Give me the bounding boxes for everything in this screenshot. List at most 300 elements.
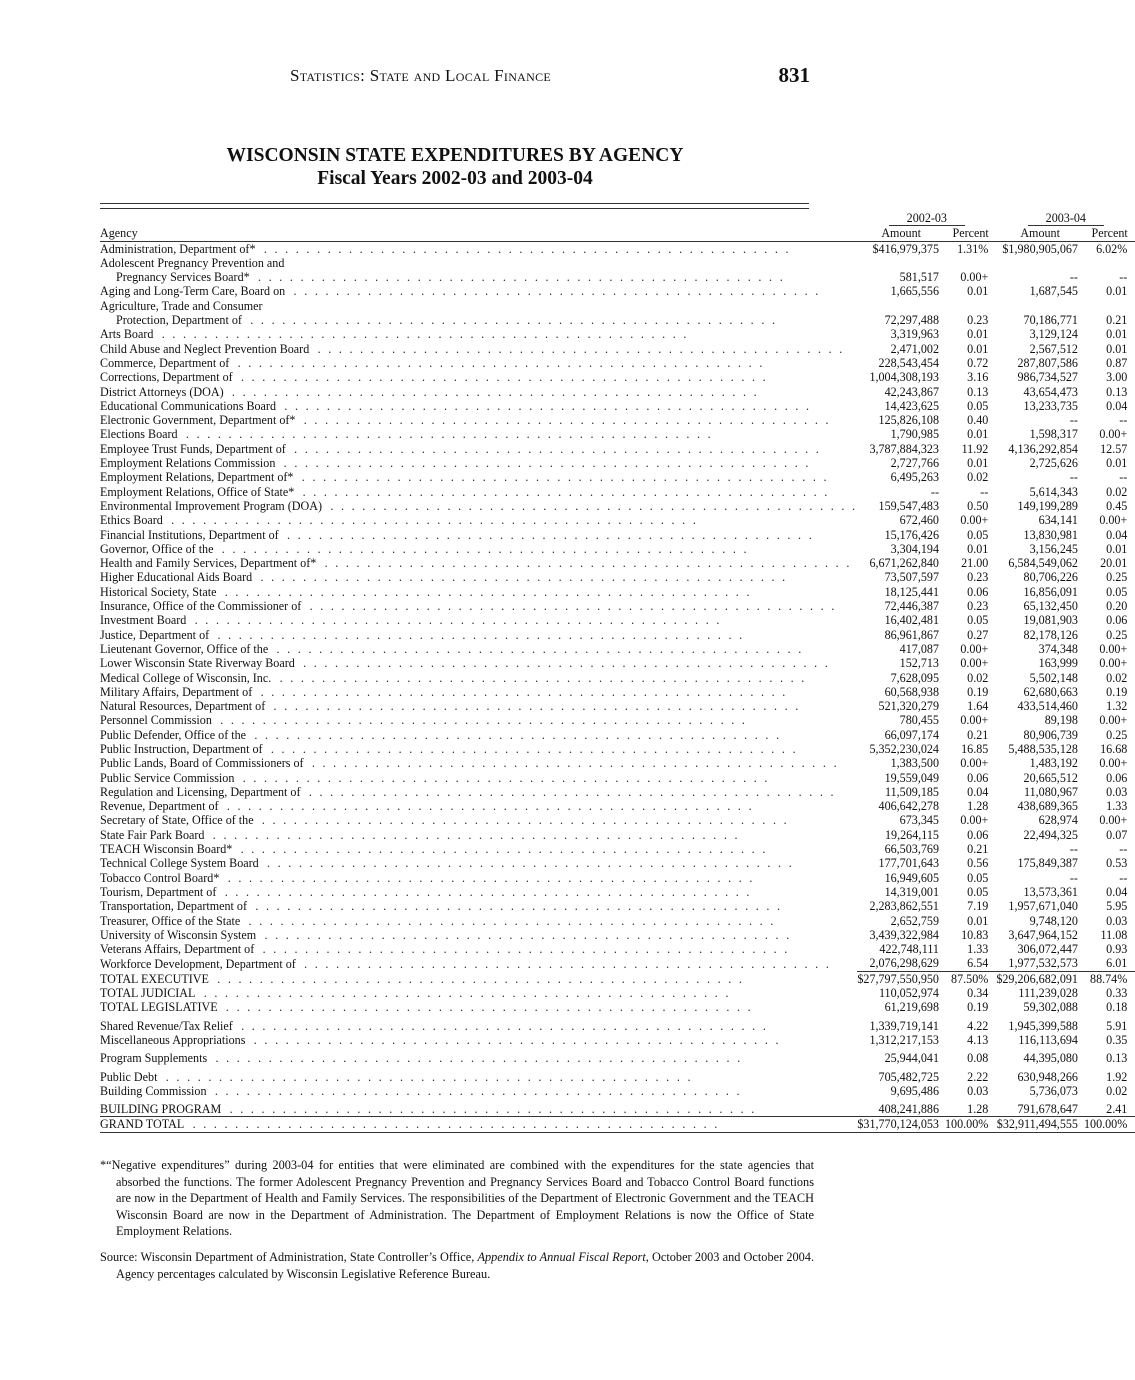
agency-cell: Natural Resources, Department of . . . . . . . . . . . . . . . . . . . . . . . . . . . . . . . . . . . . . . . . . . . . . . . . . . (100, 699, 801, 714)
percent-2002-03: 1.31% (957, 241, 989, 256)
agency-cell: Lieutenant Governor, Office of the . . . . . . . . . . . . . . . . . . . . . . . . . . . . . . . . . . . . . . . . . . . . . . . . . . (100, 641, 804, 656)
table-row (100, 813, 1135, 827)
agency-cell: Employment Relations, Office of State* . . . . . . . . . . . . . . . . . . . . . . . . . . . . . . . . . . . . . . . . . . . . . . . . . . (100, 484, 830, 499)
percent-2002-03: -- (980, 484, 989, 499)
table-row (100, 728, 1135, 742)
percent-2003-04: 0.00+ (1099, 756, 1128, 771)
amount-2003-04: 3,156,245 (1029, 541, 1078, 556)
percent-2002-03: 21.00 (961, 556, 989, 571)
amount-2002-03: 417,087 (899, 641, 939, 656)
amount-2003-04: 82,178,126 (1023, 627, 1078, 642)
percent-2003-04: -- (1119, 842, 1128, 857)
amount-2003-04: 22,494,325 (1023, 827, 1078, 842)
amount-2002-03: 110,052,974 (878, 986, 939, 1001)
agency-cell: TEACH Wisconsin Board* . . . . . . . . . . . . . . . . . . . . . . . . . . . . . . . . . . . . . . . . . . . . . . . . . . (100, 842, 768, 857)
percent-2002-03: 0.06 (967, 770, 989, 785)
percent-2002-03 (945, 299, 996, 313)
percent-2003-04: 0.02 (1106, 670, 1128, 685)
agency-cell: Pregnancy Services Board* . . . . . . . . . . . . . . . . . . . . . . . . . . . . . . . . . . . . . . . . . . . . . . . . . . (116, 270, 786, 285)
year-header-1: 2002-03 (857, 211, 996, 226)
source-title: Appendix to Annual Fiscal Report (477, 1249, 646, 1264)
percent-2003-04 (1084, 299, 1135, 313)
amount-2003-04: 6,584,549,062 (1008, 556, 1078, 571)
percent-2003-04 (1084, 256, 1135, 270)
amount-2003-04: 163,999 (1038, 656, 1078, 671)
amount-2003-04: 116,113,694 (1018, 1032, 1078, 1047)
agency-cell: Investment Board . . . . . . . . . . . . . . . . . . . . . . . . . . . . . . . . . . . . . . . . . . . . . . . . . . (100, 613, 722, 628)
amount-2003-04: 1,957,671,040 (1008, 899, 1078, 914)
agency-cell: Electronic Government, Department of* . . . . . . . . . . . . . . . . . . . . . . . . . . . . . . . . . . . . . . . . . . . . . . . . . . (100, 413, 831, 428)
amount-2003-04: 149,199,289 (1017, 498, 1078, 513)
percent-2003-04: 0.20 (1106, 599, 1128, 614)
amount-2002-03: 2,471,002 (890, 341, 939, 356)
table-row (100, 585, 1135, 599)
amount-2003-04: 62,680,663 (1023, 684, 1078, 699)
amount-2003-04: $32,911,494,555 (996, 1117, 1084, 1132)
agency-cell: Adolescent Pregnancy Prevention and (100, 256, 857, 270)
amount-2002-03: 581,517 (899, 270, 939, 285)
table-row (100, 485, 1135, 499)
percent-2002-03: 0.50 (967, 498, 989, 513)
agency-cell: Elections Board . . . . . . . . . . . . . . . . . . . . . . . . . . . . . . . . . . . . . . . . . . . . . . . . . . (100, 427, 713, 442)
table-row (100, 284, 1135, 298)
percent-2003-04: 0.02 (1106, 484, 1128, 499)
percent-2002-03: 100.00% (945, 1117, 996, 1132)
agency-cell: TOTAL JUDICIAL . . . . . . . . . . . . . . . . . . . . . . . . . . . . . . . . . . . . . . . . . . . . . . . . . . (100, 986, 731, 1001)
percent-2003-04: 0.93 (1106, 942, 1128, 957)
amount-2002-03: 42,243,867 (884, 384, 939, 399)
table-row (100, 1084, 1135, 1098)
percent-2002-03: 0.02 (967, 670, 989, 685)
source-note: Source: Wisconsin Department of Administration, State Controller’s Office, Appendix to Annual Fiscal Report, October 2003 and October 2004. Agency percentages calculated by Wisconsin Legislative Reference Bureau. (100, 1249, 815, 1281)
amount-2002-03: 1,312,217,153 (869, 1032, 939, 1047)
title-line-1: WISCONSIN STATE EXPENDITURES BY AGENCY (226, 145, 684, 166)
amount-2003-04: 5,502,148 (1029, 670, 1078, 685)
percent-2002-03: 0.01 (967, 327, 989, 342)
amount-2003-04: 175,849,387 (1017, 856, 1078, 871)
agency-cell: Employee Trust Funds, Department of . . . . . . . . . . . . . . . . . . . . . . . . . . . . . . . . . . . . . . . . . . . . . . . . . . (100, 441, 822, 456)
amount-2003-04: 5,614,343 (1029, 484, 1078, 499)
percent-2002-03: 0.05 (967, 527, 989, 542)
percent-2002-03: 0.23 (967, 313, 989, 328)
percent-2003-04: 5.91 (1106, 1018, 1128, 1033)
amount-2003-04: 1,598,317 (1029, 427, 1078, 442)
agency-cell: District Attorneys (DOA) . . . . . . . . . . . . . . . . . . . . . . . . . . . . . . . . . . . . . . . . . . . . . . . . . . (100, 384, 759, 399)
amount-2002-03: $416,979,375 (872, 241, 939, 256)
table-row (100, 799, 1135, 813)
table-row (100, 270, 1135, 284)
percent-2003-04: -- (1119, 270, 1128, 285)
table-row (100, 542, 1135, 556)
agency-cell: BUILDING PROGRAM . . . . . . . . . . . . . . . . . . . . . . . . . . . . . . . . . . . . . . . . . . . . . . . . . . (100, 1102, 757, 1117)
percent-2003-04: -- (1119, 470, 1128, 485)
table-row (100, 1066, 1135, 1084)
percent-2002-03: 0.21 (967, 842, 989, 857)
amount-2003-04: 634,141 (1038, 513, 1078, 528)
percent-2003-04: 0.19 (1106, 684, 1128, 699)
table-row (100, 986, 1135, 1000)
agency-cell: Commerce, Department of . . . . . . . . . . . . . . . . . . . . . . . . . . . . . . . . . . . . . . . . . . . . . . . . . . (100, 355, 765, 370)
percent-2003-04: 100.00% (1084, 1117, 1135, 1132)
table-row (100, 570, 1135, 584)
amount-2002-03: 177,701,643 (878, 856, 939, 871)
percent-2002-03: 0.06 (967, 827, 989, 842)
percent-2002-03: 4.13 (967, 1032, 989, 1047)
amount-2003-04: 9,748,120 (1029, 913, 1078, 928)
percent-2002-03: 4.22 (967, 1018, 989, 1033)
table-row (100, 785, 1135, 799)
agency-cell: Veterans Affairs, Department of . . . . . . . . . . . . . . . . . . . . . . . . . . . . . . . . . . . . . . . . . . . . . . . . . . (100, 942, 790, 957)
amount-2002-03: 672,460 (899, 513, 939, 528)
percent-2002-03: 0.00+ (960, 756, 989, 771)
table-row (100, 1047, 1135, 1065)
agency-cell: Public Defender, Office of the . . . . . . . . . . . . . . . . . . . . . . . . . . . . . . . . . . . . . . . . . . . . . . . . . . (100, 727, 782, 742)
amount-2002-03 (857, 256, 945, 270)
column-header-row (100, 226, 1135, 241)
amount-2003-04: 1,483,192 (1029, 756, 1078, 771)
percent-2002-03: 0.19 (967, 684, 989, 699)
amount-2003-04: 4,136,292,854 (1008, 441, 1078, 456)
amount-2002-03: 705,482,725 (878, 1069, 939, 1084)
percent-2003-04: 0.03 (1106, 784, 1128, 799)
percent-2003-04: 0.01 (1106, 327, 1128, 342)
amount-2003-04: 628,974 (1038, 813, 1078, 828)
amount-2002-03: 228,543,454 (878, 355, 939, 370)
table-row (100, 928, 1135, 942)
amount-2003-04: 16,856,091 (1023, 584, 1078, 599)
percent-2002-03: 0.00+ (960, 270, 989, 285)
table-row (100, 1098, 1135, 1117)
table-row (100, 771, 1135, 785)
amount-2002-03: 2,076,298,629 (857, 956, 945, 971)
agency-cell: Employment Relations Commission . . . . . . . . . . . . . . . . . . . . . . . . . . . . . . . . . . . . . . . . . . . . . . . . . . (100, 456, 811, 471)
percent-2002-03: 0.05 (967, 398, 989, 413)
percent-2002-03: 0.13 (967, 384, 989, 399)
agency-cell: Revenue, Department of . . . . . . . . . . . . . . . . . . . . . . . . . . . . . . . . . . . . . . . . . . . . . . . . . . (100, 799, 754, 814)
table-row (100, 842, 1135, 856)
table-row (100, 899, 1135, 913)
table-row (100, 914, 1135, 928)
percent-2003-04: 0.00+ (1099, 427, 1128, 442)
table-row (100, 499, 1135, 513)
percent-2003-04: 0.06 (1106, 770, 1128, 785)
agency-cell: Health and Family Services, Department of* . . . . . . . . . . . . . . . . . . . . . . . . . . . . . . . . . . . . . . . . . . . . . . . . . . (100, 556, 852, 571)
percent-2002-03: 0.03 (967, 1083, 989, 1098)
col-header-agency: Agency (100, 226, 857, 241)
table-row (100, 971, 1135, 986)
percent-2002-03: 10.83 (961, 927, 989, 942)
amount-2002-03: 7,628,095 (890, 670, 939, 685)
percent-2003-04: 20.01 (1100, 556, 1128, 571)
percent-2002-03: 0.08 (967, 1051, 989, 1066)
amount-2002-03: -- (930, 484, 939, 499)
amount-2002-03: 6,495,263 (890, 470, 939, 485)
amount-2002-03: 73,507,597 (884, 570, 939, 585)
percent-2002-03: 0.05 (967, 884, 989, 899)
percent-2003-04: 0.33 (1106, 986, 1128, 1001)
percent-2002-03: 0.01 (967, 341, 989, 356)
percent-2003-04: 0.13 (1106, 384, 1128, 399)
table-row (100, 656, 1135, 670)
amount-2002-03: 19,264,115 (885, 827, 939, 842)
table-row (100, 942, 1135, 956)
percent-2003-04: 0.53 (1106, 856, 1128, 871)
table-body (100, 241, 1135, 1132)
table-row (100, 370, 1135, 384)
percent-2003-04: 0.00+ (1099, 713, 1128, 728)
amount-2003-04: 11,080,967 (1023, 784, 1078, 799)
percent-2002-03: 1.28 (967, 799, 989, 814)
agency-cell: Public Service Commission . . . . . . . . . . . . . . . . . . . . . . . . . . . . . . . . . . . . . . . . . . . . . . . . . . (100, 770, 770, 785)
agency-cell: Educational Communications Board . . . . . . . . . . . . . . . . . . . . . . . . . . . . . . . . . . . . . . . . . . . . . . . . . . (100, 398, 812, 413)
percent-2002-03 (945, 256, 996, 270)
percent-2002-03: 0.04 (967, 784, 989, 799)
percent-2003-04: 0.06 (1106, 613, 1128, 628)
agency-cell: Historical Society, State . . . . . . . . . . . . . . . . . . . . . . . . . . . . . . . . . . . . . . . . . . . . . . . . . . (100, 584, 752, 599)
percent-2002-03: 2.22 (967, 1069, 989, 1084)
agency-cell: Program Supplements . . . . . . . . . . . . . . . . . . . . . . . . . . . . . . . . . . . . . . . . . . . . . . . . . . (100, 1051, 743, 1066)
percent-2002-03: 0.21 (967, 727, 989, 742)
amount-2003-04: 13,233,735 (1023, 398, 1078, 413)
percent-2002-03: 0.27 (967, 627, 989, 642)
amount-2002-03: 2,652,759 (890, 913, 939, 928)
year-header-2: 2003-04 (996, 211, 1135, 226)
amount-2002-03: 408,241,886 (878, 1102, 939, 1117)
percent-2003-04: 0.25 (1106, 727, 1128, 742)
amount-2003-04: 13,830,981 (1023, 527, 1078, 542)
amount-2002-03: 15,176,426 (884, 527, 939, 542)
percent-2002-03: 11.92 (961, 441, 989, 456)
percent-2002-03: 0.56 (967, 856, 989, 871)
percent-2003-04: 0.13 (1106, 1051, 1128, 1066)
table-row (100, 613, 1135, 627)
agency-cell: State Fair Park Board . . . . . . . . . . . . . . . . . . . . . . . . . . . . . . . . . . . . . . . . . . . . . . . . . . (100, 827, 740, 842)
percent-2002-03: 1.64 (967, 699, 989, 714)
col-header-amount-1: Amount (857, 226, 945, 241)
percent-2003-04: 0.04 (1106, 884, 1128, 899)
amount-2003-04: 630,948,266 (1017, 1069, 1078, 1084)
table-row (100, 356, 1135, 370)
percent-2002-03: 0.34 (967, 986, 989, 1001)
percent-2003-04: 0.02 (1106, 1083, 1128, 1098)
percent-2002-03: 3.16 (967, 370, 989, 385)
percent-2002-03: 0.01 (967, 456, 989, 471)
percent-2002-03: 0.40 (967, 413, 989, 428)
amount-2002-03: 1,004,308,193 (869, 370, 939, 385)
percent-2003-04: 0.01 (1106, 541, 1128, 556)
agency-cell: Aging and Long-Term Care, Board on . . . . . . . . . . . . . . . . . . . . . . . . . . . . . . . . . . . . . . . . . . . . . . . . . . (100, 284, 821, 299)
amount-2002-03: 406,642,278 (878, 799, 939, 814)
footnote: *“Negative expenditures” during 2003-04 for entities that were eliminated are combined with the expenditures for the state agencies that absorbed the functions. The former Adolescent Pregnancy Prevention and Pregnancy Services Board and Tobacco Control Board functions are now in the Department of Health and Family Services. The responsibilities of the Department of Electronic Government and the TEACH Wisconsin Board are now in the Department of Administration. The Department of Employment Relations is now the Office of State Employment Relations. (100, 1158, 814, 1239)
agency-cell: Workforce Development, Department of . . . . . . . . . . . . . . . . . . . . . . . . . . . . . . . . . . . . . . . . . . . . . . . . . . (100, 956, 832, 971)
expenditure-table (100, 211, 1135, 1133)
percent-2002-03: 0.23 (967, 599, 989, 614)
percent-2002-03: 0.01 (967, 913, 989, 928)
table-row (100, 742, 1135, 756)
table-row (100, 256, 1135, 270)
amount-2003-04: 1,945,399,588 (1008, 1018, 1078, 1033)
amount-2003-04: 89,198 (1044, 713, 1078, 728)
top-rule (100, 203, 809, 204)
amount-2003-04: 374,348 (1038, 641, 1078, 656)
table-row (100, 885, 1135, 899)
year-header-row (100, 211, 1135, 226)
percent-2002-03: 0.05 (967, 613, 989, 628)
percent-2003-04: 1.32 (1106, 699, 1128, 714)
percent-2002-03: 0.01 (967, 284, 989, 299)
amount-2002-03: 1,790,985 (890, 427, 939, 442)
agency-cell: Medical College of Wisconsin, Inc. . . . . . . . . . . . . . . . . . . . . . . . . . . . . . . . . . . . . . . . . . . . . . . . . . . (100, 670, 807, 685)
amount-2003-04: 306,072,447 (1017, 942, 1078, 957)
table-row (100, 299, 1135, 313)
amount-2002-03: 25,944,041 (884, 1051, 939, 1066)
amount-2003-04: 13,573,361 (1023, 884, 1078, 899)
amount-2002-03: 159,547,483 (878, 498, 939, 513)
amount-2003-04 (996, 299, 1084, 313)
amount-2002-03: 125,826,108 (878, 413, 939, 428)
amount-2002-03: 3,319,963 (890, 327, 939, 342)
table-row (100, 556, 1135, 570)
page-title (100, 144, 810, 190)
amount-2002-03: 86,961,867 (884, 627, 939, 642)
amount-2003-04: 70,186,771 (1023, 313, 1078, 328)
amount-2002-03: 3,787,884,323 (869, 441, 939, 456)
percent-2002-03: 0.00+ (960, 641, 989, 656)
table-row (100, 642, 1135, 656)
percent-2003-04: 0.03 (1106, 913, 1128, 928)
agency-cell: GRAND TOTAL . . . . . . . . . . . . . . . . . . . . . . . . . . . . . . . . . . . . . . . . . . . . . . . . . . (100, 1117, 857, 1132)
amount-2003-04: $29,206,682,091 (996, 971, 1078, 986)
amount-2002-03: 673,345 (899, 813, 939, 828)
amount-2003-04: 986,734,527 (1017, 370, 1078, 385)
percent-2003-04: 0.01 (1106, 341, 1128, 356)
table-row (100, 399, 1135, 413)
table-row (100, 871, 1135, 885)
amount-2002-03: 780,455 (899, 713, 939, 728)
percent-2003-04: 0.04 (1106, 398, 1128, 413)
amount-2003-04: 791,678,647 (1017, 1102, 1078, 1117)
agency-cell: University of Wisconsin System . . . . . . . . . . . . . . . . . . . . . . . . . . . . . . . . . . . . . . . . . . . . . . . . . . (100, 927, 792, 942)
agency-cell: Personnel Commission . . . . . . . . . . . . . . . . . . . . . . . . . . . . . . . . . . . . . . . . . . . . . . . . . . (100, 713, 748, 728)
amount-2003-04: 44,395,080 (1023, 1051, 1078, 1066)
amount-2002-03: 18,125,441 (884, 584, 939, 599)
amount-2002-03: 6,671,262,840 (869, 556, 939, 571)
percent-2003-04: 0.45 (1106, 498, 1128, 513)
amount-2003-04: 438,689,365 (1017, 799, 1078, 814)
amount-2002-03: 16,949,605 (884, 870, 939, 885)
agency-cell: Employment Relations, Department of* . . . . . . . . . . . . . . . . . . . . . . . . . . . . . . . . . . . . . . . . . . . . . . . . . . (100, 470, 829, 485)
table-row (100, 956, 1135, 971)
table-row (100, 1117, 1135, 1132)
percent-2003-04: 0.00+ (1099, 513, 1128, 528)
amount-2002-03: $27,797,550,950 (857, 971, 939, 986)
percent-2003-04: 0.01 (1106, 456, 1128, 471)
percent-2003-04: 0.35 (1106, 1032, 1128, 1047)
amount-2003-04: 287,807,586 (1017, 355, 1078, 370)
amount-2003-04: 111,239,028 (1018, 986, 1078, 1001)
percent-2002-03: 0.01 (967, 427, 989, 442)
amount-2002-03: 14,423,625 (884, 398, 939, 413)
percent-2003-04: 0.05 (1106, 584, 1128, 599)
percent-2003-04: 3.00 (1106, 370, 1128, 385)
amount-2003-04: 43,654,473 (1023, 384, 1078, 399)
agency-cell: Tourism, Department of . . . . . . . . . . . . . . . . . . . . . . . . . . . . . . . . . . . . . . . . . . . . . . . . . . (100, 884, 752, 899)
agency-cell: Secretary of State, Office of the . . . . . . . . . . . . . . . . . . . . . . . . . . . . . . . . . . . . . . . . . . . . . . . . . . (100, 813, 789, 828)
table-row (100, 528, 1135, 542)
percent-2003-04: 1.92 (1106, 1069, 1128, 1084)
agency-cell: Insurance, Office of the Commissioner of . . . . . . . . . . . . . . . . . . . . . . . . . . . . . . . . . . . . . . . . . . . . . . . . . . (100, 599, 837, 614)
amount-2002-03: 16,402,481 (884, 613, 939, 628)
amount-2002-03 (857, 299, 945, 313)
agency-cell: Building Commission . . . . . . . . . . . . . . . . . . . . . . . . . . . . . . . . . . . . . . . . . . . . . . . . . . (100, 1083, 742, 1098)
percent-2003-04: 0.04 (1106, 527, 1128, 542)
table-row (100, 313, 1135, 327)
table-row (100, 427, 1135, 441)
percent-2003-04: 0.00+ (1099, 656, 1128, 671)
percent-2003-04: 12.57 (1100, 441, 1128, 456)
agency-cell: Transportation, Department of . . . . . . . . . . . . . . . . . . . . . . . . . . . . . . . . . . . . . . . . . . . . . . . . . . (100, 899, 783, 914)
agency-cell: Military Affairs, Department of . . . . . . . . . . . . . . . . . . . . . . . . . . . . . . . . . . . . . . . . . . . . . . . . . . (100, 684, 788, 699)
running-head: Statistics: State and Local Finance (290, 66, 552, 85)
amount-2003-04: 20,665,512 (1023, 770, 1078, 785)
amount-2003-04: 2,725,626 (1029, 456, 1078, 471)
percent-2002-03: 6.54 (945, 956, 996, 971)
agency-cell: Ethics Board . . . . . . . . . . . . . . . . . . . . . . . . . . . . . . . . . . . . . . . . . . . . . . . . . . (100, 513, 699, 528)
percent-2002-03: 7.19 (967, 899, 989, 914)
percent-2003-04: 0.87 (1106, 355, 1128, 370)
amount-2003-04: -- (1069, 270, 1078, 285)
table-row (100, 442, 1135, 456)
percent-2002-03: 87.50% (951, 971, 989, 986)
amount-2002-03: 11,509,185 (885, 784, 939, 799)
table-row (100, 856, 1135, 870)
table-row (100, 628, 1135, 642)
amount-2002-03: 521,320,279 (878, 699, 939, 714)
table-row (100, 599, 1135, 613)
agency-cell: Financial Institutions, Department of . . . . . . . . . . . . . . . . . . . . . . . . . . . . . . . . . . . . . . . . . . . . . . . . . . (100, 527, 815, 542)
table-row (100, 327, 1135, 341)
table-row (100, 685, 1135, 699)
agency-cell: Environmental Improvement Program (DOA) . . . . . . . . . . . . . . . . . . . . . . . . . . . . . . . . . . . . . . . . . . . . . . . . . . (100, 498, 858, 513)
amount-2003-04: 19,081,903 (1023, 613, 1078, 628)
amount-2002-03: $31,770,124,053 (857, 1117, 945, 1132)
percent-2003-04: 11.08 (1100, 927, 1128, 942)
amount-2002-03: 5,352,230,024 (869, 741, 939, 756)
percent-2002-03: 0.00+ (960, 513, 989, 528)
agency-cell: Miscellaneous Appropriations . . . . . . . . . . . . . . . . . . . . . . . . . . . . . . . . . . . . . . . . . . . . . . . . . . (100, 1032, 781, 1047)
percent-2002-03: 1.28 (967, 1102, 989, 1117)
amount-2002-03: 1,665,556 (890, 284, 939, 299)
percent-2003-04: 0.21 (1106, 313, 1128, 328)
percent-2002-03: 0.72 (967, 355, 989, 370)
table-row (100, 513, 1135, 527)
agency-cell: Agriculture, Trade and Consumer (100, 299, 857, 313)
table-row (100, 671, 1135, 685)
table-row (100, 1000, 1135, 1014)
agency-cell: Regulation and Licensing, Department of . . . . . . . . . . . . . . . . . . . . . . . . . . . . . . . . . . . . . . . . . . . . . . . . . . (100, 784, 836, 799)
amount-2003-04: $1,980,905,067 (1002, 241, 1078, 256)
table-row (100, 828, 1135, 842)
percent-2003-04: 0.01 (1106, 284, 1128, 299)
percent-2002-03: 0.02 (967, 470, 989, 485)
amount-2003-04: 3,129,124 (1029, 327, 1078, 342)
percent-2003-04: -- (1119, 870, 1128, 885)
agency-cell: Tobacco Control Board* . . . . . . . . . . . . . . . . . . . . . . . . . . . . . . . . . . . . . . . . . . . . . . . . . . (100, 870, 755, 885)
percent-2003-04: 0.07 (1106, 827, 1128, 842)
table-row (100, 1033, 1135, 1047)
table-row (100, 470, 1135, 484)
percent-2003-04: 0.25 (1106, 570, 1128, 585)
